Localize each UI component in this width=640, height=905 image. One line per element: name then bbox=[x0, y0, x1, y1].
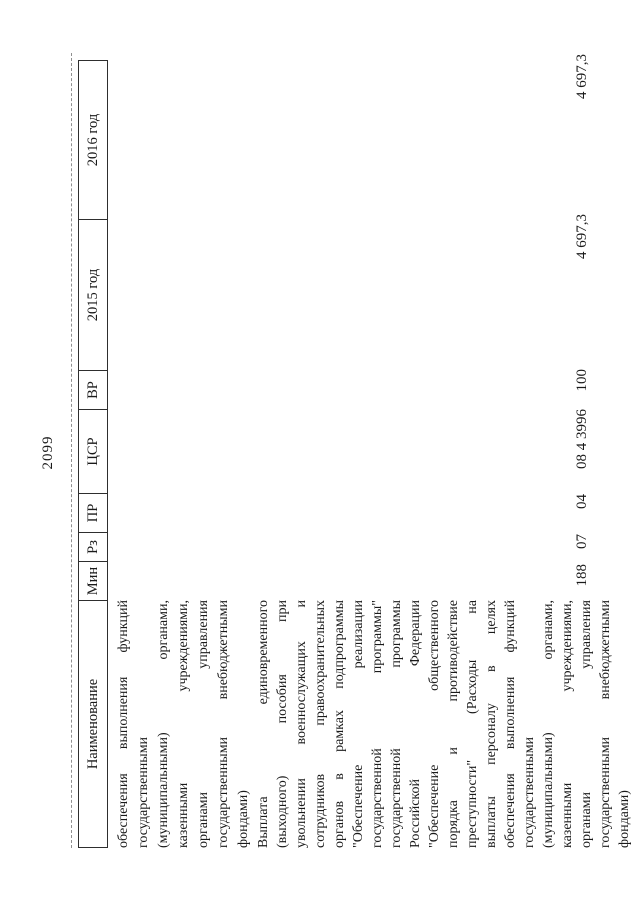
name-line: государственной программы" bbox=[370, 600, 385, 848]
name-line: органами управления bbox=[196, 600, 211, 848]
name-line: государственной программы bbox=[389, 600, 404, 848]
header-cell-name: Наименование bbox=[78, 600, 108, 848]
name-line: (муниципальными) органами, bbox=[156, 600, 171, 848]
name-line: фондами) bbox=[236, 790, 251, 848]
header-cell-2015: 2015 год bbox=[78, 219, 108, 371]
name-line: казенными учреждениями, bbox=[560, 600, 575, 848]
cell-min: 188 bbox=[574, 564, 590, 587]
name-line: государственными bbox=[136, 736, 151, 848]
header-cell-min: Мин bbox=[78, 561, 108, 601]
name-line: (выходного) пособия при bbox=[275, 600, 290, 848]
name-line: Российской Федерации bbox=[408, 600, 423, 848]
name-line: преступности" (Расходы на bbox=[465, 600, 480, 848]
cell-csr: 08 4 3996 bbox=[574, 409, 590, 469]
table-row-entry-values bbox=[573, 53, 592, 600]
name-line: государственными bbox=[522, 736, 537, 848]
name-line: государственными внебюджетными bbox=[216, 600, 231, 848]
header-cell-2016: 2016 год bbox=[78, 60, 108, 220]
name-line: обеспечения выполнения функций bbox=[116, 600, 131, 848]
cell-2015: 4 697,3 bbox=[574, 214, 590, 259]
budget-table bbox=[78, 53, 632, 848]
header-cell-pr: ПР bbox=[78, 493, 108, 533]
name-line: сотрудников правоохранительных bbox=[313, 600, 328, 848]
page-number: 2099 bbox=[40, 435, 56, 470]
header-cell-vr: ВР bbox=[78, 370, 108, 410]
header-cell-rz: Рз bbox=[78, 532, 108, 562]
cell-2016: 4 697,3 bbox=[574, 54, 590, 99]
table-row-continuation-name bbox=[114, 600, 254, 848]
name-line: обеспечения выполнения функций bbox=[503, 600, 518, 848]
name-line: Выплата единовременного bbox=[256, 600, 271, 848]
name-line: государственными внебюджетными bbox=[598, 600, 613, 848]
name-line: "Обеспечение реализации bbox=[351, 600, 366, 848]
header-cell-csr: ЦСР bbox=[78, 409, 108, 494]
cell-rz: 07 bbox=[574, 534, 590, 549]
cell-pr: 04 bbox=[574, 494, 590, 509]
name-line: казенными учреждениями, bbox=[176, 600, 191, 848]
name-line: "Обеспечение общественного bbox=[427, 600, 442, 848]
table-row-entry-name bbox=[254, 600, 634, 848]
name-line: фондами) bbox=[617, 790, 632, 848]
name-line: органов в рамках подпрограммы bbox=[332, 600, 347, 848]
name-line: увольнении военнослужащих и bbox=[294, 600, 309, 848]
name-line: выплаты персоналу в целях bbox=[484, 600, 499, 848]
name-line: порядка и противодействие bbox=[446, 600, 461, 848]
table-top-ruled-line bbox=[71, 53, 72, 848]
name-line: (муниципальными) органами, bbox=[541, 600, 556, 848]
cell-vr: 100 bbox=[574, 369, 590, 392]
name-line: органами управления bbox=[579, 600, 594, 848]
table-header-row bbox=[78, 53, 108, 848]
